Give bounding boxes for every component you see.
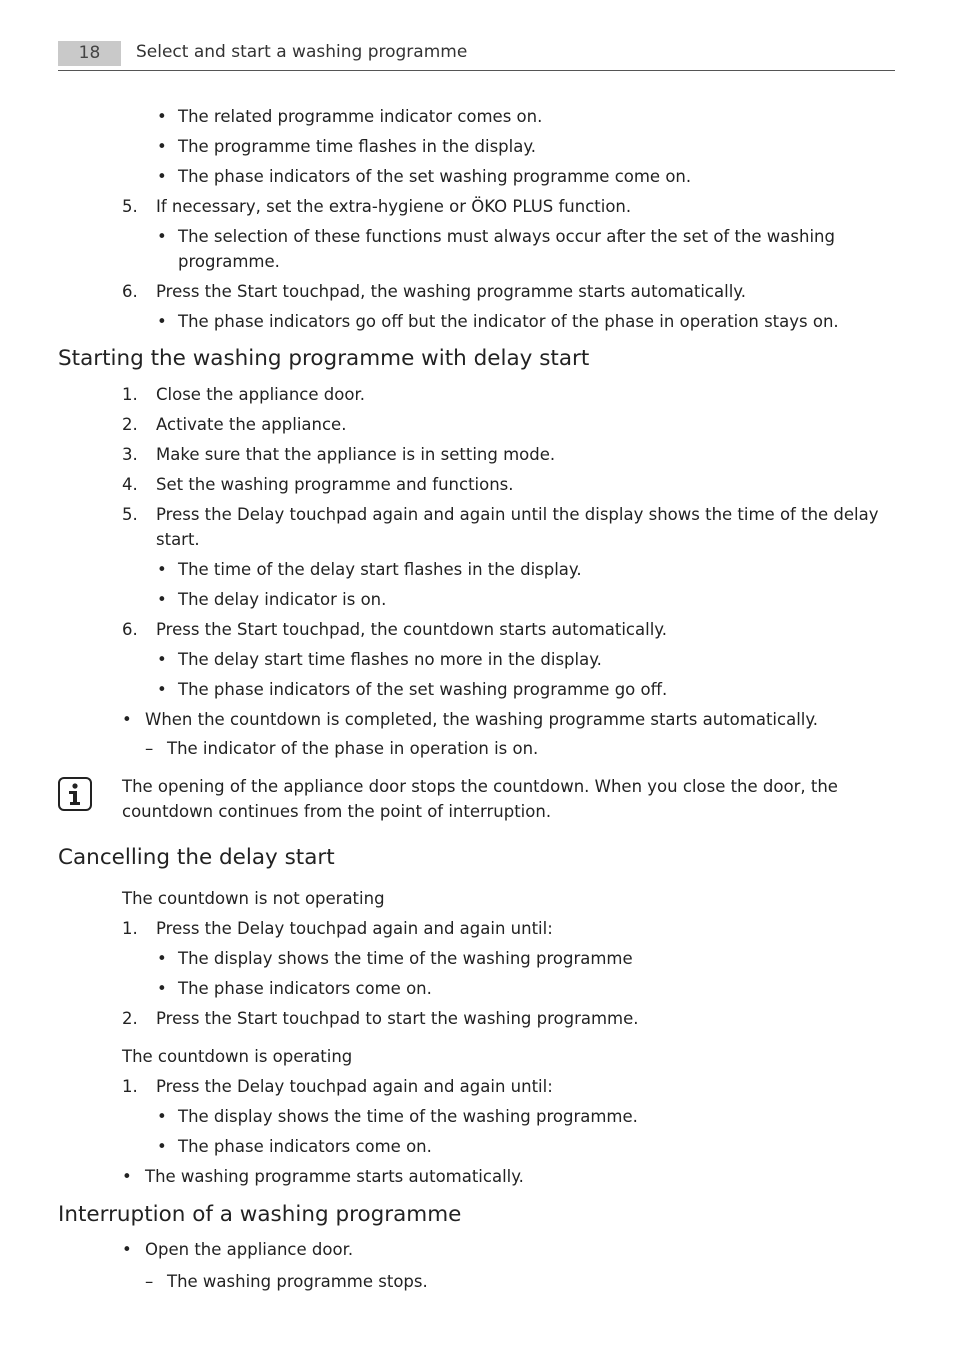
bullet-marker: • — [157, 979, 167, 998]
step-number: 4. — [122, 475, 138, 494]
list-item: The phase indicators come on. — [178, 1137, 432, 1156]
step-number: 6. — [122, 282, 138, 301]
info-icon — [58, 777, 92, 811]
step-text: Close the appliance door. — [156, 385, 365, 404]
info-note-text: The opening of the appliance door stops the countdown. When you close the door, the countdown continues from the point of interruption. — [122, 777, 838, 821]
running-header-title: Select and start a washing programme — [136, 42, 468, 62]
list-item: The delay indicator is on. — [178, 590, 387, 609]
step-number: 2. — [122, 1009, 138, 1028]
step-number: 1. — [122, 919, 138, 938]
bullet-marker: • — [157, 1137, 167, 1156]
bullet-marker: • — [157, 227, 167, 246]
subheading-operating: The countdown is operating — [122, 1047, 353, 1066]
header-divider — [58, 70, 895, 71]
bullet-marker: • — [157, 680, 167, 699]
list-item: Open the appliance door. — [145, 1240, 354, 1259]
step-text: Make sure that the appliance is in setting mode. — [156, 445, 556, 464]
list-item: The phase indicators of the set washing programme come on. — [178, 167, 692, 186]
step-number: 2. — [122, 415, 138, 434]
dash-marker: – — [145, 1272, 154, 1291]
list-item: The programme time flashes in the display. — [178, 137, 536, 156]
section-heading-interruption: Interruption of a washing programme — [58, 1202, 462, 1227]
subheading-not-operating: The countdown is not operating — [122, 889, 385, 908]
step-number: 1. — [122, 385, 138, 404]
bullet-marker: • — [157, 312, 167, 331]
list-item: The indicator of the phase in operation is on. — [167, 739, 539, 758]
step-text: If necessary, set the extra-hygiene or ÖKO PLUS function. — [156, 197, 632, 216]
step-text: Press the Delay touchpad again and again until the display shows the time of the delay start. — [156, 505, 879, 549]
step-text: Press the Start touchpad, the washing programme starts automatically. — [156, 282, 746, 301]
step-text: Activate the appliance. — [156, 415, 347, 434]
list-item: The washing programme starts automatically. — [145, 1167, 524, 1186]
bullet-marker: • — [122, 1240, 132, 1259]
step-text: Press the Start touchpad to start the washing programme. — [156, 1009, 639, 1028]
list-item: The display shows the time of the washing programme. — [178, 1107, 638, 1126]
list-item: The display shows the time of the washing programme — [178, 949, 633, 968]
list-item: The washing programme stops. — [167, 1272, 428, 1291]
step-number: 5. — [122, 197, 138, 216]
bullet-marker: • — [157, 590, 167, 609]
section-heading-cancelling: Cancelling the delay start — [58, 845, 335, 870]
bullet-marker: • — [157, 167, 167, 186]
list-item: The phase indicators go off but the indicator of the phase in operation stays on. — [178, 312, 839, 331]
step-text: Press the Delay touchpad again and again until: — [156, 919, 553, 938]
step-number: 5. — [122, 505, 138, 524]
step-number: 6. — [122, 620, 138, 639]
bullet-marker: • — [122, 710, 132, 729]
list-item: The time of the delay start flashes in the display. — [178, 560, 582, 579]
list-item: The selection of these functions must always occur after the set of the washing programme. — [178, 227, 835, 271]
page-number: 18 — [58, 41, 121, 66]
step-text: Press the Start touchpad, the countdown starts automatically. — [156, 620, 667, 639]
bullet-marker: • — [157, 1107, 167, 1126]
list-item: The related programme indicator comes on. — [178, 107, 543, 126]
list-item: When the countdown is completed, the washing programme starts automatically. — [145, 710, 819, 729]
bullet-marker: • — [157, 560, 167, 579]
bullet-marker: • — [157, 137, 167, 156]
step-number: 3. — [122, 445, 138, 464]
bullet-marker: • — [122, 1167, 132, 1186]
list-item: The phase indicators come on. — [178, 979, 432, 998]
bullet-marker: • — [157, 107, 167, 126]
list-item: The delay start time flashes no more in the display. — [178, 650, 602, 669]
step-text: Set the washing programme and functions. — [156, 475, 514, 494]
step-number: 1. — [122, 1077, 138, 1096]
step-text: Press the Delay touchpad again and again until: — [156, 1077, 553, 1096]
list-item: The phase indicators of the set washing programme go off. — [178, 680, 668, 699]
bullet-marker: • — [157, 949, 167, 968]
bullet-marker: • — [157, 650, 167, 669]
section-heading-delay-start: Starting the washing programme with delay start — [58, 346, 590, 371]
dash-marker: – — [145, 739, 154, 758]
